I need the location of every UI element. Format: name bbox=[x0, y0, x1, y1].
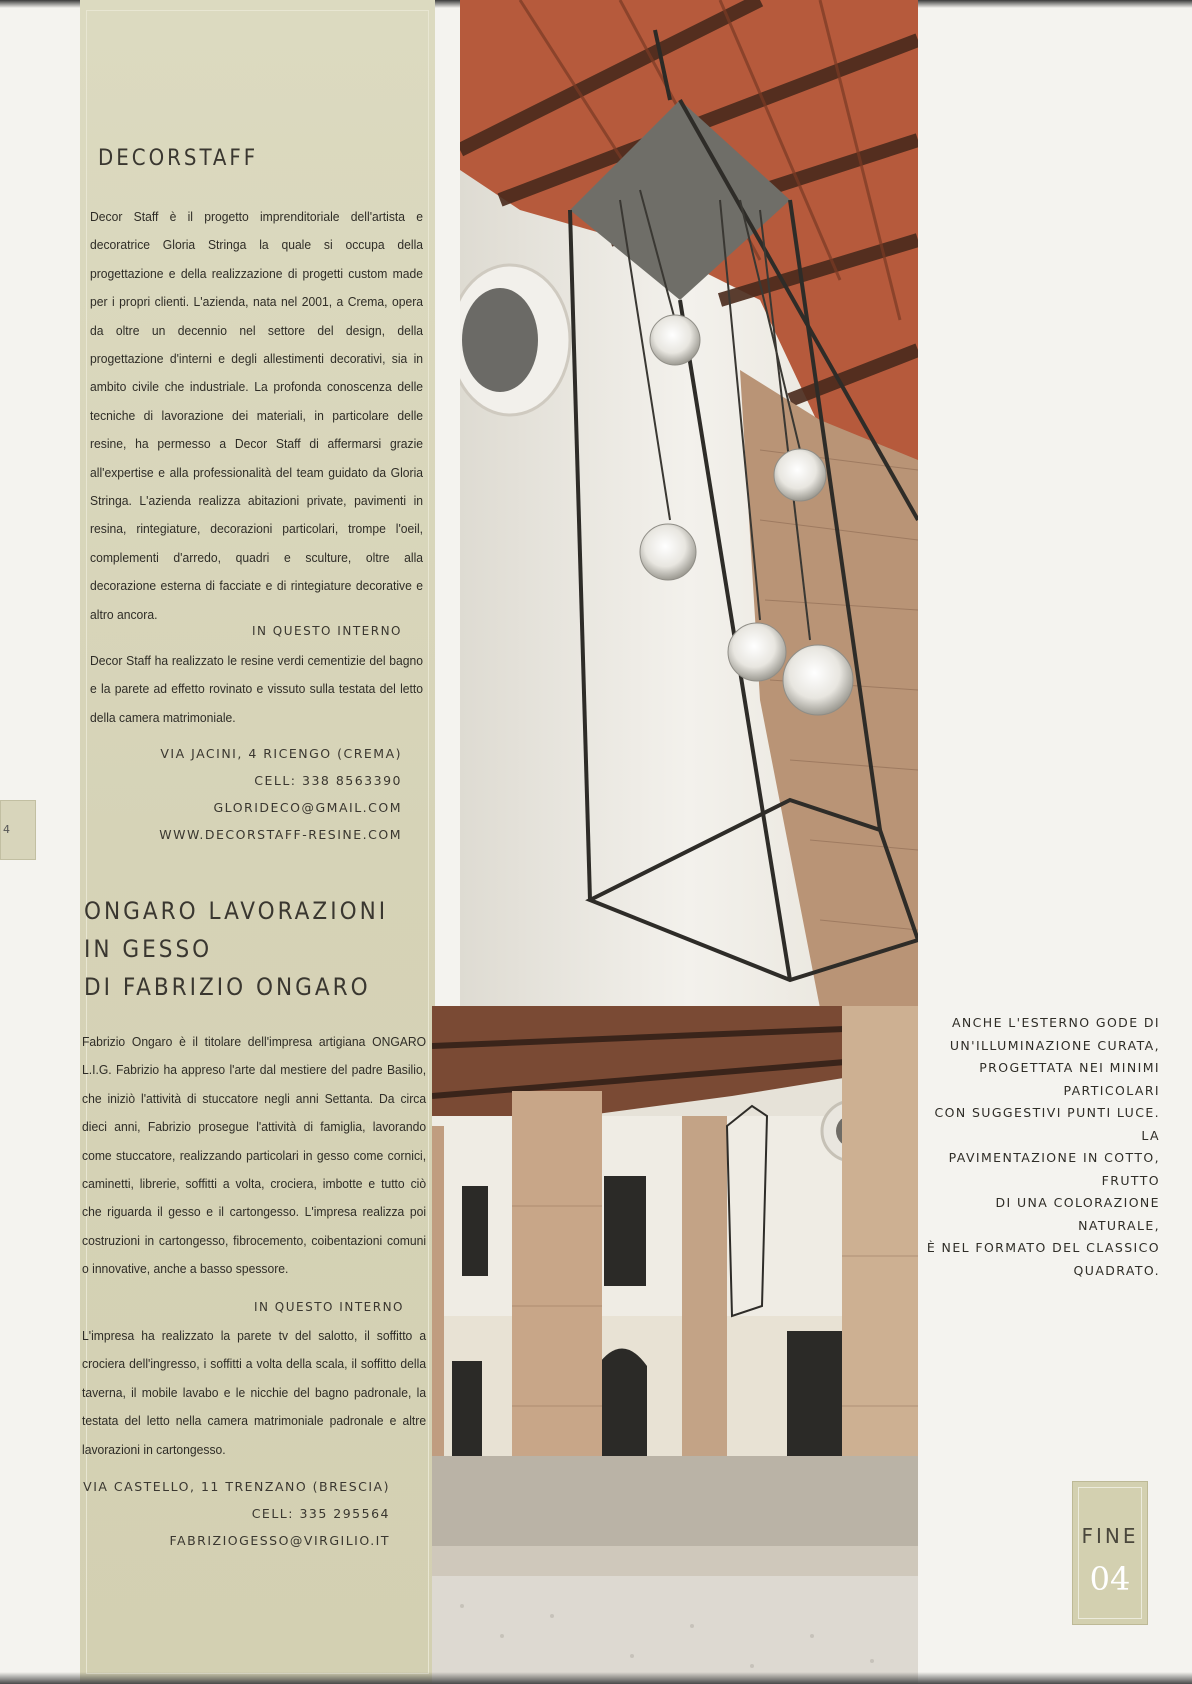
decorstaff-body: Decor Staff è il progetto imprenditoriale dell'artista e decoratrice Gloria Stringa la quale si occupa della progettazione e della realizzazione di progetti custom made per i propri clienti. L'azienda, nata nel 2001, a Crema, opera da oltre un decennio nel settore del design, della progettazione d'interni e degli allestimenti decorativi, sia in ambito civile che industriale. La profonda conoscenza delle tecniche di lavorazione dei materiali, in particolare delle resine, ha permesso a Decor Staff di affermarsi grazie all'expertise e alla professionalità del team guidato da Gloria Stringa. L'azienda realizza abitazioni private, pavimenti in resina, rintegiature, decorazioni particolari, trompe l'oeil, complementi d'arredo, quadri e sculture, oltre alla decorazione esterna di facciate e di rintegiature decorative e altro ancora. bbox=[90, 209, 424, 622]
ongaro-title bbox=[84, 892, 388, 1006]
ongaro-body: Fabrizio Ongaro è il titolare dell'impresa artigiana ONGARO L.I.G. Fabrizio ha appreso l'arte dal mestiere del padre Basilio, che iniziò l'attività di stuccatore negli anni Settanta. Da circa dieci anni, Fabrizio prosegue l'attività di famiglia, lavorando come stuccatore, realizzando particolari in gesso come cornici, caminetti, librerie, soffitti a volta, crociera, imbotte e tutto ciò che riguarda il gesso e il cartongesso. L'impresa realizza poi costruzioni in cartongesso, fibrocemento, coibentazioni comuni o innovative, anche a basso spessore. bbox=[82, 1034, 427, 1277]
chandelier-photo-svg bbox=[460, 0, 918, 1008]
ongaro-subheading: IN QUESTO INTERNO bbox=[253, 1300, 404, 1314]
decorstaff-email: GLORIDECO@GMAIL.COM bbox=[213, 800, 402, 815]
ongaro-address: VIA CASTELLO, 11 TRENZANO (BRESCIA) bbox=[83, 1479, 390, 1494]
page-number-tab: 4 bbox=[0, 800, 36, 860]
decorstaff-phone: CELL: 338 8563390 bbox=[254, 773, 402, 788]
ongaro-title-line3: DI FABRIZIO ONGARO bbox=[84, 973, 371, 1001]
end-badge-frame bbox=[1078, 1487, 1142, 1619]
caption-line: CON SUGGESTIVI PUNTI LUCE. LA bbox=[934, 1105, 1160, 1143]
photo-caption bbox=[920, 1012, 1160, 1282]
decorstaff-address: VIA JACINI, 4 RICENGO (CREMA) bbox=[160, 746, 402, 761]
caption-line: PROGETTATA NEI MINIMI PARTICOLARI bbox=[979, 1060, 1160, 1098]
end-badge-label: FINE bbox=[1081, 1524, 1139, 1548]
end-badge bbox=[1072, 1481, 1148, 1625]
caption-line: UN'ILLUMINAZIONE CURATA, bbox=[949, 1037, 1160, 1053]
decorstaff-title: DECORSTAFF bbox=[98, 146, 259, 171]
caption-line: ANCHE L'ESTERNO GODE DI bbox=[951, 1015, 1160, 1030]
portico-photo-svg bbox=[432, 1006, 918, 1684]
decorstaff-website: WWW.DECORSTAFF-RESINE.COM bbox=[159, 827, 402, 842]
decorstaff-contact bbox=[90, 740, 402, 848]
ongaro-phone: CELL: 335 295564 bbox=[251, 1506, 390, 1521]
scan-edge-bottom bbox=[0, 1672, 1192, 1684]
caption-line: DI UNA COLORAZIONE NATURALE, bbox=[995, 1195, 1160, 1233]
text-column bbox=[80, 0, 435, 1684]
end-badge-number: 04 bbox=[1089, 1560, 1131, 1598]
portico-photo bbox=[432, 1006, 918, 1684]
decorstaff-interior-text: Decor Staff ha realizzato le resine verdi cementizie del bagno e la parete ad effetto rovinato e vissuto sulla testata del letto della camera matrimoniale. bbox=[90, 653, 424, 725]
chandelier-photo bbox=[460, 0, 918, 1008]
decorstaff-subheading: IN QUESTO INTERNO bbox=[251, 624, 402, 638]
ongaro-title-line1: ONGARO LAVORAZIONI bbox=[84, 897, 389, 925]
ongaro-contact bbox=[82, 1473, 390, 1554]
ongaro-email: FABRIZIOGESSO@VIRGILIO.IT bbox=[169, 1533, 390, 1548]
ongaro-title-line2: IN GESSO bbox=[84, 935, 213, 963]
ongaro-interior-text: L'impresa ha realizzato la parete tv del salotto, il soffitto a crociera dell'ingresso, i soffitti a volta della scala, il soffitto della taverna, il mobile lavabo e le nicchie del bagno padronale, la testata del letto nella camera matrimoniale padronale e altre lavorazioni in cartongesso. bbox=[82, 1328, 427, 1457]
caption-line: QUADRATO. bbox=[1073, 1262, 1160, 1278]
caption-line: È NEL FORMATO DEL CLASSICO bbox=[926, 1240, 1160, 1255]
caption-line: PAVIMENTAZIONE IN COTTO, FRUTTO bbox=[948, 1150, 1160, 1188]
